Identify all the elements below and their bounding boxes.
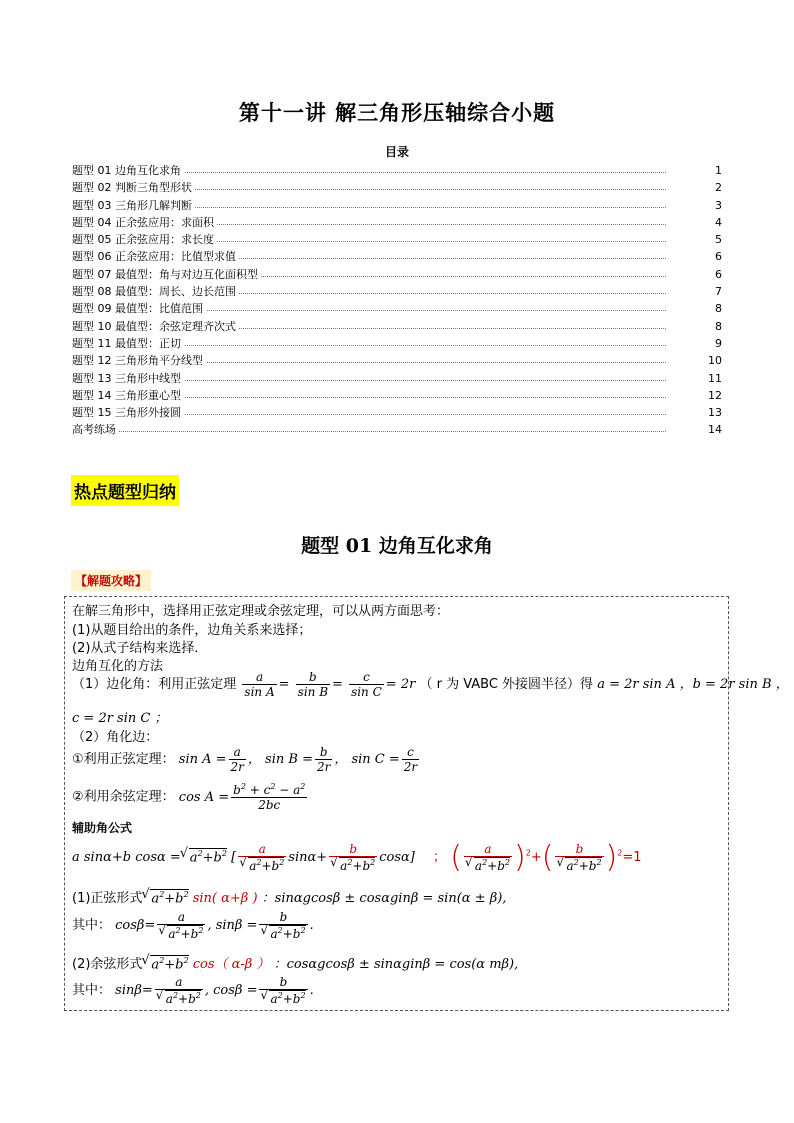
toc-item-page: 1 bbox=[715, 164, 722, 177]
toc-item-page: 5 bbox=[715, 233, 722, 247]
toc-item[interactable] bbox=[72, 352, 722, 369]
toc-item-label: 题型 06 正余弦应用：比值型求值 bbox=[72, 248, 239, 265]
toc-item-label: 题型 02 判断三角型形状 bbox=[72, 179, 195, 196]
cosine-law-formula: cos A = $\frac{b^2 + c^2 - a^2}{2bc}$ bbox=[178, 782, 306, 812]
box-line-1: 在解三角形中，选择用正弦定理或余弦定理，可以从两方面思考： bbox=[72, 604, 450, 619]
toc-heading: 目录 bbox=[384, 145, 409, 159]
toc-item[interactable] bbox=[72, 162, 722, 179]
sine-law-line bbox=[72, 745, 421, 774]
toc-item[interactable] bbox=[72, 421, 722, 438]
toc-item[interactable] bbox=[72, 387, 722, 404]
where-label-2: 其中： bbox=[72, 983, 112, 998]
toc-item[interactable] bbox=[72, 248, 722, 265]
toc-item-label: 题型 14 三角形重心型 bbox=[72, 387, 184, 404]
aux-angle-formula: a sinα+b cosα =√ $a^2+b^2$ [ a √ $a^2+b^2$ sinα+ b √ $a^2+b^2$ cosα] ； ( a √ $a^2+b^2$ )$^2$+( b √ $a^2+b^2$ )$^2$=1 bbox=[72, 840, 642, 875]
toc-item-page: 4 bbox=[715, 215, 722, 229]
toc-item[interactable] bbox=[72, 231, 722, 248]
hot-topics-heading: 热点题型归纳 bbox=[71, 475, 179, 506]
cosine-form-line: (2)余弦形式√ $a^2+b^2$ cos（ α-β ） ：cosαgcosβ ± sinαginβ = cos(α mβ), bbox=[72, 953, 518, 972]
toc-leader-dots bbox=[72, 431, 666, 432]
toc-item-page: 10 bbox=[708, 354, 722, 368]
toc-item-label: 题型 08 最值型：周长、边长范围 bbox=[72, 283, 239, 300]
toc-item-label: 题型 07 最值型：角与对边互化面积型 bbox=[72, 266, 261, 283]
toc-item-page: 2 bbox=[715, 181, 722, 195]
toc-item-label: 题型 04 正余弦应用：求面积 bbox=[72, 214, 217, 231]
edge-to-angle-line bbox=[72, 670, 789, 699]
toc-item[interactable] bbox=[72, 179, 722, 196]
cos-prefix: ②利用余弦定理： bbox=[72, 789, 175, 805]
section-title: 题型 01 边角互化求角 bbox=[301, 535, 493, 557]
toc-item[interactable] bbox=[72, 370, 722, 387]
toc-item-label: 题型 10 最值型：余弦定理齐次式 bbox=[72, 318, 239, 335]
table-of-contents bbox=[72, 162, 722, 439]
sine-prefix: ①利用正弦定理： bbox=[72, 752, 175, 767]
angle-to-edge-heading: （2）角化边： bbox=[72, 730, 159, 745]
toc-item-label: 题型 15 三角形外接圆 bbox=[72, 404, 184, 421]
toc-item-page: 12 bbox=[708, 388, 722, 402]
cosine-law-line bbox=[72, 782, 309, 812]
toc-item-label: 题型 11 最值型：正切 bbox=[72, 335, 184, 352]
toc-item[interactable] bbox=[72, 335, 722, 352]
toc-item-page: 13 bbox=[708, 406, 722, 420]
edge-mid: （ r 为 VABC 外接圆半径）得 bbox=[419, 677, 594, 692]
sine-law-edge-formula: sin A = $\frac{a}{2r}$ ， sin B = $\frac{b}{2r}$ ， sin C = $\frac{c}{2r}$ bbox=[178, 745, 418, 774]
toc-item-page: 11 bbox=[708, 371, 722, 385]
box-line-2: (1)从题目给出的条件，边角关系来选择； bbox=[72, 623, 312, 638]
toc-item[interactable] bbox=[72, 266, 722, 283]
where-line-2: 其中： sinβ= a √ $a^2+b^2$ , cosβ = b √ $a^2+b^2$ . bbox=[72, 975, 314, 1006]
page-title: 第十一讲 解三角形压轴综合小题 bbox=[238, 101, 556, 125]
sine-form-rest: ：sinαgcosβ ± cosαginβ = sin(α ± β), bbox=[261, 891, 507, 906]
edge-result-2: c = 2r sin C ； bbox=[72, 711, 168, 726]
toc-item-page: 6 bbox=[715, 250, 722, 264]
toc-item-page: 3 bbox=[715, 198, 722, 212]
cosine-form-rest: ：cosαgcosβ ± sinαginβ = cos(α mβ), bbox=[273, 957, 519, 972]
toc-item-page: 14 bbox=[708, 423, 722, 437]
where-line-1: 其中： cosβ= a √ $a^2+b^2$ , sinβ = b √ $a^2+b^2$ . bbox=[72, 910, 314, 941]
edge-prefix: （1）边化角：利用正弦定理 bbox=[72, 677, 237, 692]
toc-item[interactable] bbox=[72, 318, 722, 335]
toc-item-page: 7 bbox=[715, 285, 722, 299]
sine-form-prefix: (1)正弦形式 bbox=[72, 891, 143, 906]
toc-item-label: 题型 03 三角形几解判断 bbox=[72, 197, 195, 214]
toc-item-label: 高考练场 bbox=[72, 421, 119, 438]
cosine-form-prefix: (2)余弦形式 bbox=[72, 957, 143, 972]
sine-law-formula: $\frac{a}{\text{sin A}}$ = $\frac{b}{\text{sin B}}$ = $\frac{c}{\text{sin C}}$ = 2r bbox=[244, 670, 420, 699]
toc-item[interactable] bbox=[72, 283, 722, 300]
box-line-3: (2)从式子结构来选择． bbox=[72, 641, 208, 656]
toc-item[interactable] bbox=[72, 197, 722, 214]
edge-result: a = 2r sin A ，b = 2r sin B ， bbox=[597, 677, 789, 692]
box-line-4: 边角互化的方法 bbox=[72, 659, 164, 674]
sine-form-line: (1)正弦形式√ $a^2+b^2$ sin( α+β ) ：sinαgcosβ ± cosαginβ = sin(α ± β), bbox=[72, 887, 506, 906]
toc-item-label: 题型 12 三角形角平分线型 bbox=[72, 352, 206, 369]
toc-item[interactable] bbox=[72, 214, 722, 231]
strategy-label: 【解题攻略】 bbox=[71, 570, 151, 591]
toc-item[interactable] bbox=[72, 300, 722, 317]
toc-item-label: 题型 05 正余弦应用：求长度 bbox=[72, 231, 217, 248]
toc-item-page: 6 bbox=[715, 267, 722, 281]
toc-item-page: 8 bbox=[715, 319, 722, 333]
toc-item-label: 题型 01 边角互化求角 bbox=[72, 162, 184, 179]
toc-item-page: 8 bbox=[715, 302, 722, 316]
where-label-1: 其中： bbox=[72, 918, 112, 933]
toc-item-page: 9 bbox=[715, 336, 722, 350]
toc-item-label: 题型 09 最值型：比值范围 bbox=[72, 300, 206, 317]
toc-item-label: 题型 13 三角形中线型 bbox=[72, 370, 184, 387]
aux-angle-heading: 辅助角公式 bbox=[72, 821, 133, 835]
toc-item[interactable] bbox=[72, 404, 722, 421]
